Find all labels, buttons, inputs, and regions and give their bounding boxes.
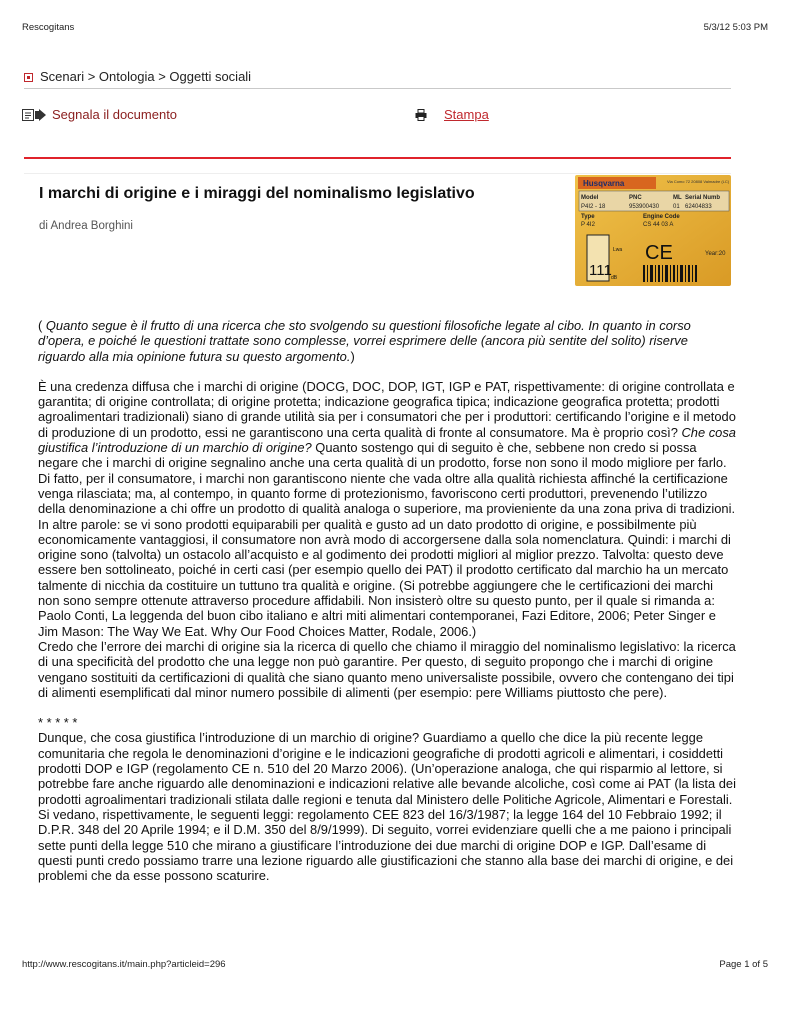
label-pnc-value: 953900430 xyxy=(629,204,660,210)
barcode-icon xyxy=(643,265,697,282)
article-title: I marchi di origine e i miraggi del nominalismo legislativo xyxy=(39,185,475,202)
breadcrumb xyxy=(24,70,731,89)
article-body xyxy=(38,318,738,883)
label-model-header: Model xyxy=(581,195,599,201)
paragraph-2: Di fatto, per il consumatore, i marchi non garantiscono niente che vada oltre alla qualità richiesta affinché la certificazione venga rilasciata; ma, al contempo, in quanto forme di protezionismo, favoriscono certi produttori, prevenendo l’utilizzo della denominazione a chi offre un prodotto di qualità analoga o superiore, ma provieniente da una zona priva di tradizioni. In altre parole: se vi sono prodotti equiparabili per qualità e gusto ad un dato prodotto di origine, e possibilmente più economicamente vantaggiosi, il consumatore non avrà modo di accorgersene dalla sola nomenclatura. Quindi: i marchi di origine sono (talvolta) un ostacolo all’acquisto e al godimento dei prodotti migliori al miglior prezzo. Talvolta: questo deve essere ben sottolineato, poiché in certi casi (per esempio quello dei PAT) il prodotto certificato dal marchio ha un mercato talmente di nicchia da costituire un tuttuno tra qualità e origine. (Si potrebbe aggiungere che le certificazioni dei marchi non sono sempre ottenute attraverso procedure affidabili. Non insisterò oltre su questo punto, per il quale si rimanda a: Paolo Conti, La leggenda del buon cibo italiano e altri miti alimentari contemporanei, Fazi Editore, 2006; Peter Singer e Jim Mason: The Way We Eat. Why Our Food Choices Matter, Rodale, 2006.) xyxy=(38,470,736,639)
paragraph-1: È una credenza diffusa che i marchi di origine (DOCG, DOC, DOP, IGT, IGP e PAT, rispettivamente: di origine controllata e garantita; di origine controllata; di origine protetta; indicazione geografica tipica; indicazione geografica protetta; prodotti agroalimentari tradizionali) siano di grande utilità sia per i consumatori che per i produttori: certificando l’origine e il metodo di produzione di un prodotto, essi ne garantiscono una certa qualità di fronte al consumatore. Ma è proprio così? Che cosa giustifica l’introduzione di un marchio di origine? Quanto sostengo qui di seguito è che, sebbene non credo si possa negare che i marchi di origine segnalino anche una certa qualità di un prodotto, forse non sono il modo migliore per farlo. xyxy=(38,378,736,471)
print-header-site: Rescogitans xyxy=(22,22,75,33)
breadcrumb-item-oggetti-sociali[interactable]: Oggetti sociali xyxy=(169,69,252,84)
label-engine-value: CS 44 03 A xyxy=(643,222,674,228)
printer-icon[interactable] xyxy=(415,109,427,121)
stampa-link[interactable]: Stampa xyxy=(444,107,489,122)
label-ce: CE xyxy=(645,242,673,264)
label-serial-value: 62404833 xyxy=(685,204,712,210)
toolbar xyxy=(22,107,732,125)
label-brand: Husqvarna xyxy=(583,179,625,188)
section-separator: * * * * * xyxy=(38,715,78,731)
label-address: Via Como 72 20808 Valmadre (LC) xyxy=(667,179,730,184)
label-type-value: P 4I2 xyxy=(581,222,595,228)
label-serial-header: Serial Numb xyxy=(685,195,721,201)
breadcrumb-separator: > xyxy=(158,69,166,84)
divider xyxy=(24,157,731,159)
label-ml-header: ML xyxy=(673,195,682,201)
bullet-icon xyxy=(24,73,33,82)
print-footer-page: Page 1 of 5 xyxy=(719,959,768,970)
divider xyxy=(24,173,731,174)
paragraph-3: Credo che l’errore dei marchi di origine sia la ricerca di quello che chiamo il miraggio del nominalismo legislativo: la ricerca di una specificità del prodotto che una legge non può garantire. Per questo, di seguito propongo che i marchi di origine vengano sostituiti da certificazioni di qualità che siano quanto meno universaliste possibile, ovvero che contengano dei tipi di alimenti esemplificati dal minor numero possibile di alimenti (per esempio: pere Williams piuttosto che pere). xyxy=(38,638,736,700)
label-type-header: Type xyxy=(581,214,595,220)
label-year: Year:20 xyxy=(705,251,726,257)
label-model-value: P4I2 - 18 xyxy=(581,204,606,210)
breadcrumb-item-scenari[interactable]: Scenari xyxy=(40,69,85,84)
breadcrumb-separator: > xyxy=(87,69,96,84)
label-lwa: Lwa xyxy=(613,247,623,253)
label-engine-header: Engine Code xyxy=(643,214,680,220)
segnala-link[interactable]: Segnala il documento xyxy=(52,107,178,122)
paragraph-4: Dunque, che cosa giustifica l’introduzione di un marchio di origine? Guardiamo a quello che dice la più recente legge comunitaria che regola le denominazioni d’origine e le indicazioni geografiche di prodotti agricoli e alimentari, i cosiddetti prodotti DOP e IGP (regolamento CE n. 510 del 20 Marzo 2006). (Un’operazione analoga, che qui risparmio al lettore, si potrebbe fare anche riguardo alle denominazioni e indicazioni relative alle bevande alcoliche, così come ai PAT (la lista dei prodotti agroalimentari tradizionali stilata dalle regioni e tenuta dal Ministero delle Politiche Agricole, Alimentari e Forestali. Si vedano, rispettivamente, le seguenti leggi: regolamento CEE 823 del 16/3/1987; la legge 164 del 10 Febbraio 1992; il D.P.R. 348 del 20 Aprile 1994; e il D.M. 350 del 8/9/1999). Di seguito, vorrei evidenziare quelli che a me paiono i principali sette punti della legge 510 che mirano a giustificare l’introduzione dei due marchi di origine DOP e IGP. Dall’esame di questi punti credo possiamo trarre una lezione riguardo alle giustificazioni che stanno alla base dei marchi di origine, e dei problemi che da esse possono scaturire. xyxy=(38,730,736,884)
intro-paragraph: ( Quanto segue è il frutto di una ricerca che sto svolgendo su questioni filosofiche legate al cibo. In quanto in corso d’opera, e poiché le questioni trattate sono complesse, vorrei esprimere delle (ancora più sentite del solito) riserve riguardo alla mia opinione futura su questo argomento.) xyxy=(38,318,691,364)
breadcrumb-item-ontologia[interactable]: Ontologia xyxy=(98,69,155,84)
print-header-datetime: 5/3/12 5:03 PM xyxy=(703,22,768,33)
label-ml-value: 01 xyxy=(673,204,680,210)
article-author: di Andrea Borghini xyxy=(39,220,133,232)
send-document-icon[interactable] xyxy=(22,109,48,121)
label-db-unit: dB xyxy=(611,275,618,281)
article-image xyxy=(575,175,731,286)
label-pnc-header: PNC xyxy=(629,195,642,201)
label-db-value: 111 xyxy=(589,262,612,279)
print-footer-url: http://www.rescogitans.it/main.php?articleid=296 xyxy=(22,959,226,970)
